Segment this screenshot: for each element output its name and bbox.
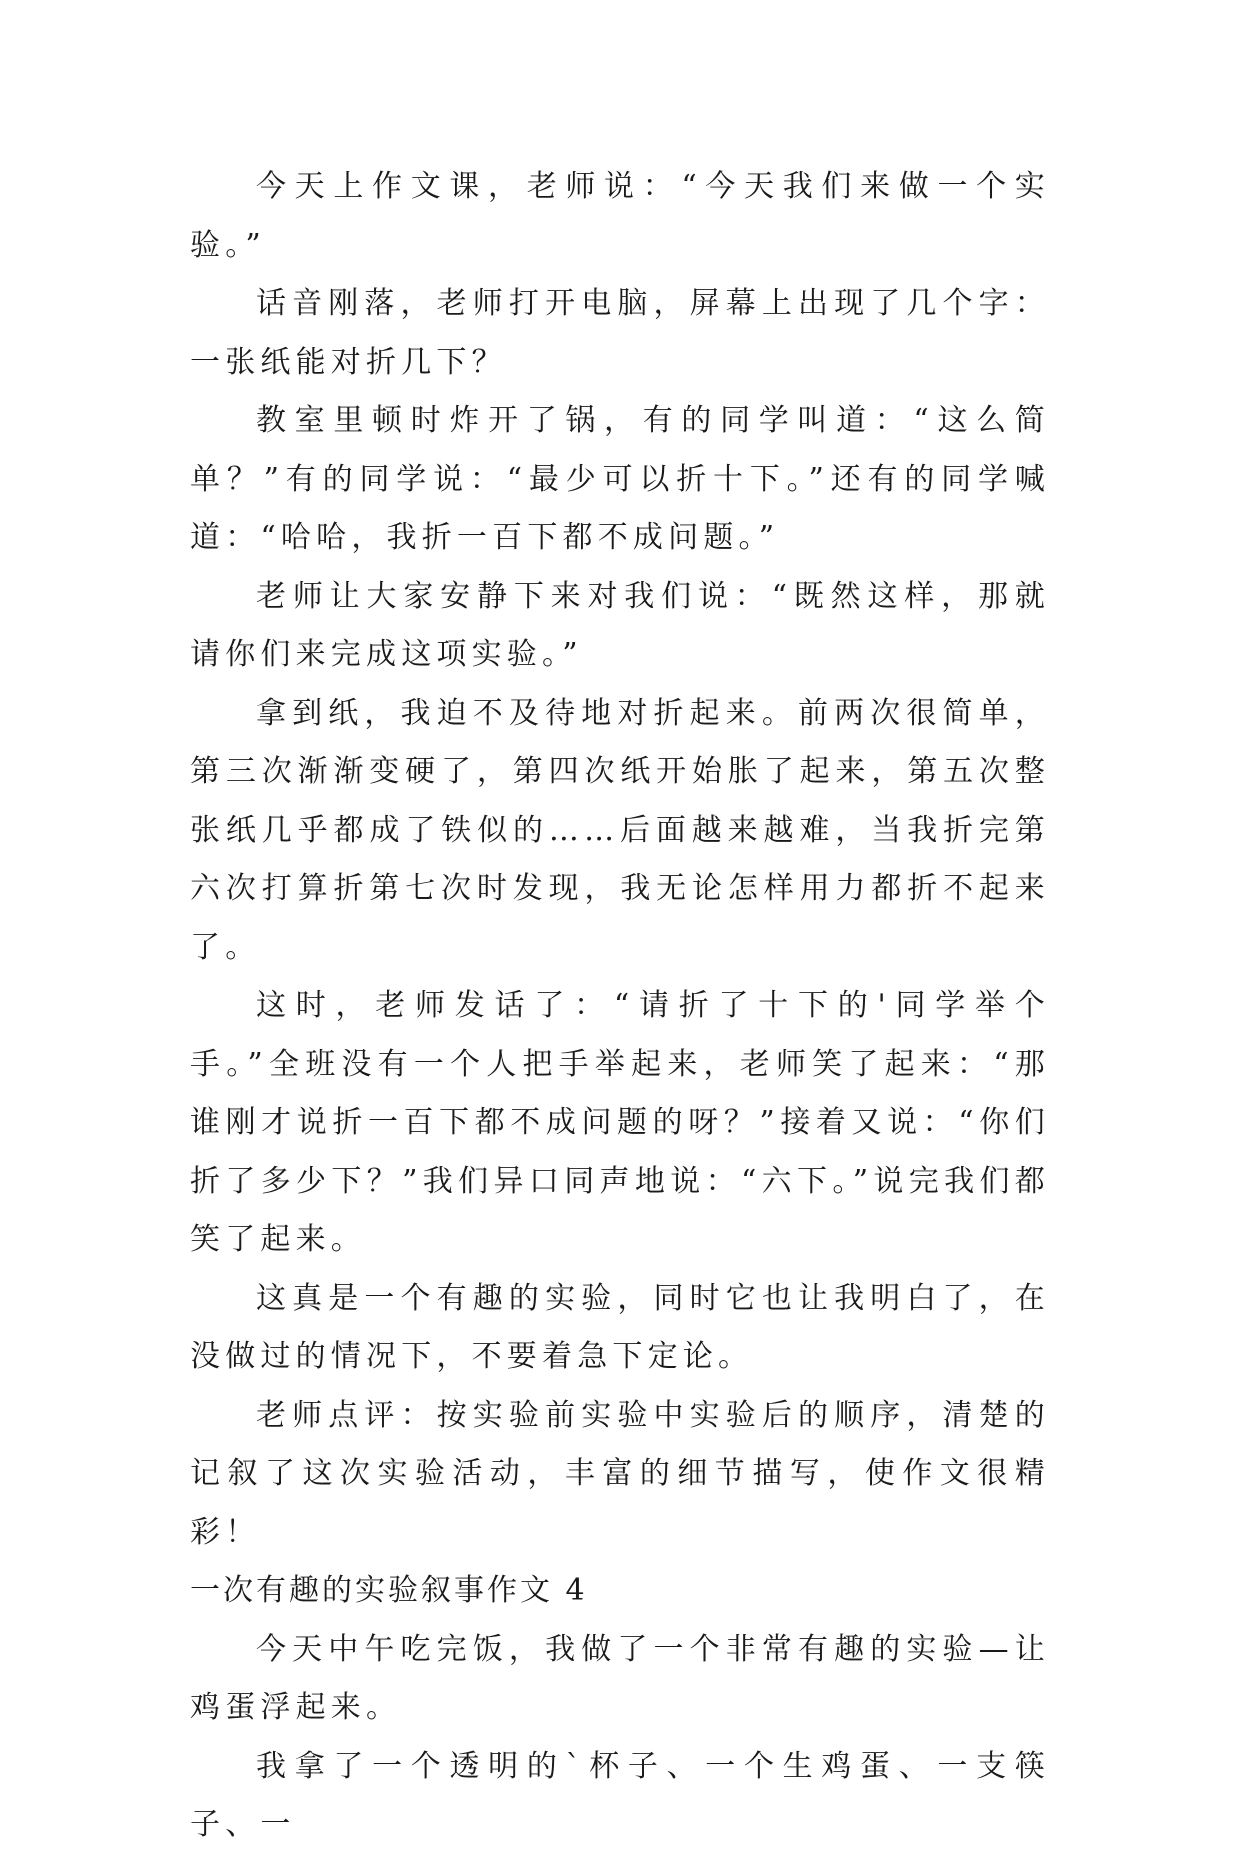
paragraph: 这真是一个有趣的实验，同时它也让我明白了，在没做过的情况下，不要着急下定论。 bbox=[190, 1280, 1050, 1374]
paragraph: 今天中午吃完饭，我做了一个非常有趣的实验—让鸡蛋浮起来。 bbox=[190, 1631, 1050, 1725]
paragraph: 我拿了一个透明的`杯子、一个生鸡蛋、一支筷子、一 bbox=[190, 1748, 1050, 1842]
paragraph: 话音刚落，老师打开电脑，屏幕上出现了几个字：一张纸能对折几下？ bbox=[190, 286, 1050, 380]
paragraph: 老师让大家安静下来对我们说：“既然这样，那就请你们来完成这项实验。” bbox=[190, 578, 1050, 672]
paragraph: 老师点评：按实验前实验中实验后的顺序，清楚的记叙了这次实验活动，丰富的细节描写，使作文很精彩！ bbox=[190, 1397, 1050, 1550]
section-heading: 一次有趣的实验叙事作文 4 bbox=[190, 1573, 588, 1608]
document-body bbox=[190, 158, 1050, 1855]
paragraph: 今天上作文课，老师说：“今天我们来做一个实验。” bbox=[190, 169, 1050, 263]
paragraph: 这时，老师发话了：“请折了十下的'同学举个手。”全班没有一个人把手举起来，老师笑了起来：“那谁刚才说折一百下都不成问题的呀？”接着又说：“你们折了多少下？”我们异口同声地说：“六下。”说完我们都笑了起来。 bbox=[190, 988, 1050, 1257]
paragraph: 拿到纸，我迫不及待地对折起来。前两次很简单，第三次渐渐变硬了，第四次纸开始胀了起来，第五次整张纸几乎都成了铁似的……后面越来越难，当我折完第六次打算折第七次时发现，我无论怎样用力都折不起来了。 bbox=[190, 695, 1050, 965]
paragraph: 教室里顿时炸开了锅，有的同学叫道：“这么简单？”有的同学说：“最少可以折十下。”还有的同学喊道：“哈哈，我折一百下都不成问题。” bbox=[190, 403, 1050, 555]
